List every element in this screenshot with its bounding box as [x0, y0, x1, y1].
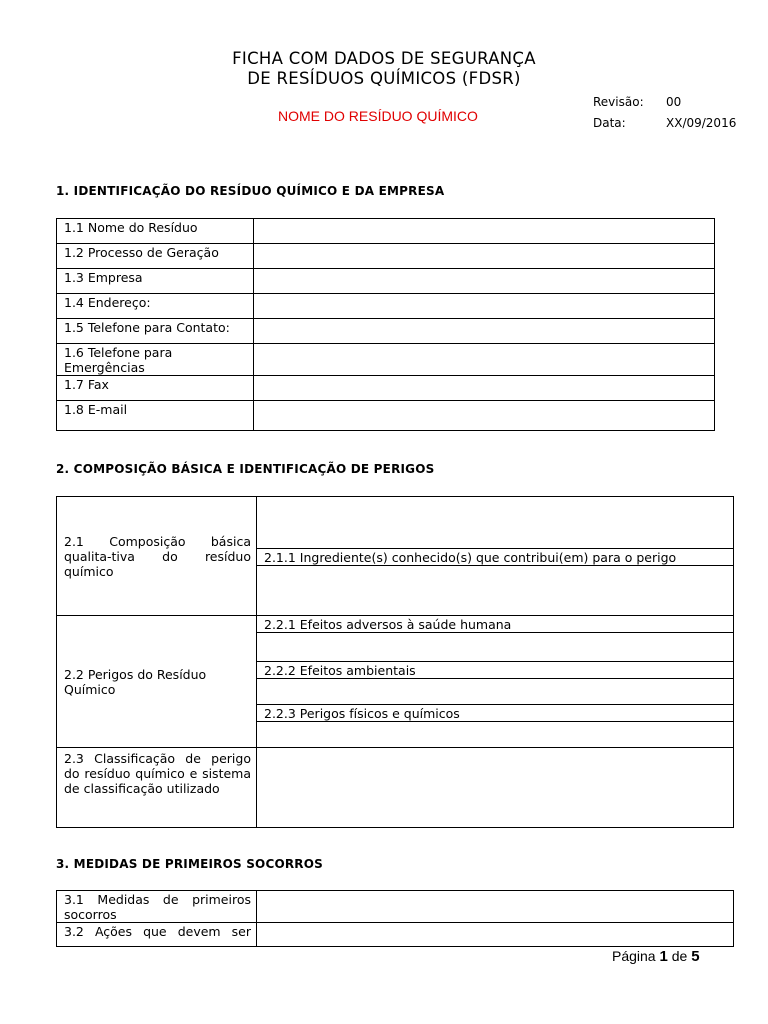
table-row	[57, 376, 715, 401]
field-label: 1.8 E-mail	[57, 401, 254, 431]
revision-label: Revisão:	[593, 95, 644, 109]
table-row	[57, 319, 715, 344]
first-aid-table	[56, 890, 734, 947]
ingredients-label: 2.1.1 Ingrediente(s) conhecido(s) que contribui(em) para o perigo	[257, 549, 734, 566]
page-total: 5	[691, 948, 700, 965]
table-row	[57, 294, 715, 319]
hazard-classification-label: 2.3 Classificação de perigo do resíduo químico e sistema de classificação utilizado	[57, 748, 257, 828]
actions-label: 3.2 Ações que devem ser	[57, 923, 257, 947]
revision-value: 00	[666, 95, 682, 109]
hazard-classification-field[interactable]	[257, 748, 734, 828]
table-row	[57, 891, 734, 923]
field-label: 1.1 Nome do Resíduo	[57, 219, 254, 244]
ingredients-field[interactable]	[257, 566, 734, 616]
health-effects-label: 2.2.1 Efeitos adversos à saúde humana	[257, 616, 734, 633]
physical-chemical-hazards-field[interactable]	[257, 722, 734, 748]
residue-name-field[interactable]	[254, 219, 715, 244]
contact-phone-field[interactable]	[254, 319, 715, 344]
table-row	[57, 244, 715, 269]
field-label: 1.3 Empresa	[57, 269, 254, 294]
first-aid-measures-field[interactable]	[257, 891, 734, 923]
environmental-effects-field[interactable]	[257, 679, 734, 705]
waste-name-placeholder: NOME DO RESÍDUO QUÍMICO	[278, 108, 478, 124]
address-field[interactable]	[254, 294, 715, 319]
first-aid-measures-label: 3.1 Medidas de primeiros socorros	[57, 891, 257, 923]
table-row	[57, 923, 734, 947]
hazards-label: 2.2 Perigos do Resíduo Químico	[57, 616, 257, 748]
physical-chemical-hazards-label: 2.2.3 Perigos físicos e químicos	[257, 705, 734, 722]
table-row	[57, 269, 715, 294]
field-label: 1.2 Processo de Geração	[57, 244, 254, 269]
table-row	[57, 344, 715, 376]
email-field[interactable]	[254, 401, 715, 431]
of-word: de	[671, 948, 688, 964]
field-label: 1.7 Fax	[57, 376, 254, 401]
field-label: 1.4 Endereço:	[57, 294, 254, 319]
section-2-heading: 2. COMPOSIÇÃO BÁSICA E IDENTIFICAÇÃO DE PERIGOS	[56, 462, 435, 476]
page-counter	[612, 948, 700, 965]
fax-field[interactable]	[254, 376, 715, 401]
date-label: Data:	[593, 116, 626, 130]
table-row	[57, 219, 715, 244]
environmental-effects-label: 2.2.2 Efeitos ambientais	[257, 662, 734, 679]
document-title-line-1: FICHA COM DADOS DE SEGURANÇA	[232, 49, 536, 68]
field-label: 1.6 Telefone para Emergências	[57, 344, 254, 376]
identification-table	[56, 218, 715, 431]
actions-field[interactable]	[257, 923, 734, 947]
emergency-phone-field[interactable]	[254, 344, 715, 376]
section-3-heading: 3. MEDIDAS DE PRIMEIROS SOCORROS	[56, 857, 323, 871]
table-row	[57, 401, 715, 431]
page-current: 1	[659, 948, 668, 965]
generation-process-field[interactable]	[254, 244, 715, 269]
company-field[interactable]	[254, 269, 715, 294]
table-row	[57, 497, 734, 549]
section-1-heading: 1. IDENTIFICAÇÃO DO RESÍDUO QUÍMICO E DA EMPRESA	[56, 184, 445, 198]
date-value: XX/09/2016	[666, 116, 737, 130]
hazards-table	[56, 496, 734, 828]
page-word: Página	[612, 948, 656, 964]
health-effects-field[interactable]	[257, 633, 734, 662]
document-title-line-2: DE RESÍDUOS QUÍMICOS (FDSR)	[247, 69, 521, 88]
composition-label: 2.1 Composição básica qualita-tiva do resíduo químico	[57, 497, 257, 616]
table-row	[57, 616, 734, 633]
composition-field[interactable]	[257, 497, 734, 549]
table-row	[57, 748, 734, 828]
field-label: 1.5 Telefone para Contato:	[57, 319, 254, 344]
